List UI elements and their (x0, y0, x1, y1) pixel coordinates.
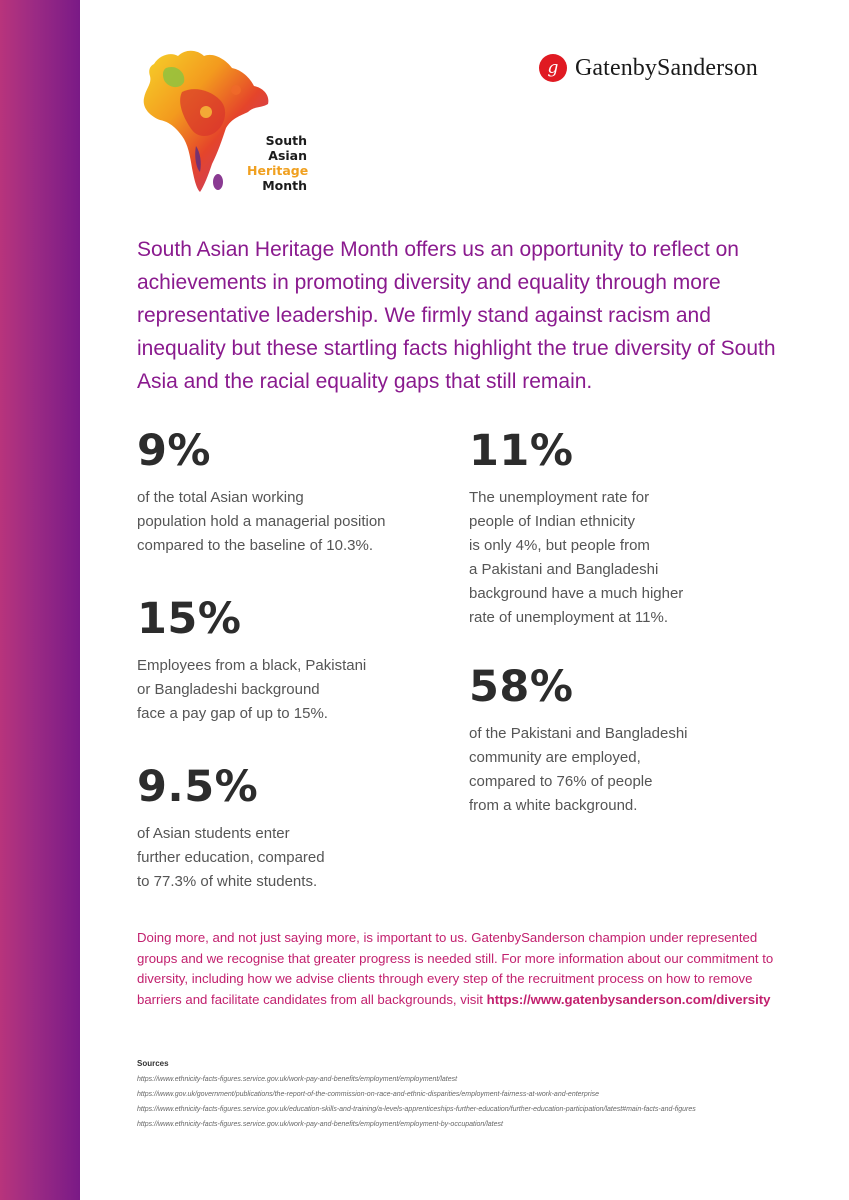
gatenbysanderson-logo (539, 52, 758, 84)
source-link[interactable]: https://www.ethnicity-facts-figures.service.gov.uk/work-pay-and-benefits/employment/employment-by-occupation/latest (137, 1121, 503, 1128)
diversity-link[interactable]: https://www.gatenbysanderson.com/diversity (486, 991, 771, 1007)
stat-block (137, 426, 427, 558)
heritage-title-line: South (265, 133, 307, 148)
stat-description-line: of the total Asian working (137, 489, 304, 506)
stat-description-line: is only 4%, but people from (469, 537, 650, 554)
sources-section (137, 1059, 837, 1132)
stat-description-line: rate of unemployment at 11%. (469, 609, 668, 626)
heritage-month-wordmark (247, 133, 307, 193)
intro-paragraph: South Asian Heritage Month offers us an opportunity to reflect on achievements in promoting diversity and equality through more representative leadership. We firmly stand against racism and inequality but these startling facts highlight the true diversity of South Asia and the racial equality gaps that still remain. (137, 238, 776, 393)
heritage-title-line: Asian (268, 148, 307, 163)
stat-description (469, 486, 759, 630)
stat-description-line: a Pakistani and Bangladeshi (469, 561, 659, 578)
stat-description-line: compared to 76% of people (469, 773, 653, 790)
stat-description-line: of Asian students enter (137, 825, 290, 842)
stat-description-line: population hold a managerial position (137, 513, 386, 530)
stat-description (469, 722, 759, 818)
stat-description (137, 486, 427, 558)
brand-name: GatenbySanderson (575, 54, 758, 81)
stat-block (469, 426, 759, 630)
source-link[interactable]: https://www.ethnicity-facts-figures.service.gov.uk/work-pay-and-benefits/employment/employment/latest (137, 1076, 458, 1083)
stat-description-line: compared to the baseline of 10.3%. (137, 537, 373, 554)
source-link[interactable]: https://www.ethnicity-facts-figures.service.gov.uk/education-skills-and-training/a-levels-apprenticeships-further-education/further-education-participation/latest#main-facts-and-figures (137, 1106, 696, 1113)
stat-value: 11% (469, 426, 574, 476)
stat-block (469, 662, 759, 818)
stat-block (137, 594, 427, 726)
stat-description-line: Employees from a black, Pakistani (137, 657, 367, 674)
closing-paragraph (137, 928, 797, 1010)
heritage-title-line: Month (262, 178, 307, 193)
stat-description-line: from a white background. (469, 797, 638, 814)
stat-description-line: further education, compared (137, 849, 325, 866)
stat-value: 15% (137, 594, 242, 644)
stat-value: 9% (137, 426, 212, 476)
stat-value: 58% (469, 662, 574, 712)
heritage-title-line: Heritage (247, 163, 309, 178)
stat-value: 9.5% (137, 762, 259, 812)
sources-heading: Sources (137, 1059, 169, 1068)
stat-description-line: of the Pakistani and Bangladeshi (469, 725, 688, 742)
stat-description-line: The unemployment rate for (469, 489, 650, 506)
source-link[interactable]: https://www.gov.uk/government/publications/the-report-of-the-commission-on-race-and-ethnic-disparities/employment-fairness-at-work-and-enterprise (137, 1091, 600, 1098)
stat-description-line: people of Indian ethnicity (469, 513, 635, 530)
stat-description-line: or Bangladeshi background (137, 681, 320, 698)
closing-text: Doing more, and not just saying more, is important to us. GatenbySanderson champion under represented groups and we recognise that greater progress is needed still. For more information about our commitment to diversity, including how we advise clients through every step of the recruitment process on how to remove barriers and facilitate candidates from all backgrounds, visit (137, 930, 774, 1007)
side-gradient-band (0, 0, 80, 1200)
stat-description (137, 654, 427, 726)
stat-description-line: background have a much higher (469, 585, 684, 602)
stat-description-line: community are employed, (469, 749, 641, 766)
stat-block (137, 762, 427, 894)
stat-description-line: face a pay gap of up to 15%. (137, 705, 328, 722)
stat-description (137, 822, 427, 894)
stat-description-line: to 77.3% of white students. (137, 873, 318, 890)
gatenbysanderson-mark-icon: g (539, 54, 567, 82)
